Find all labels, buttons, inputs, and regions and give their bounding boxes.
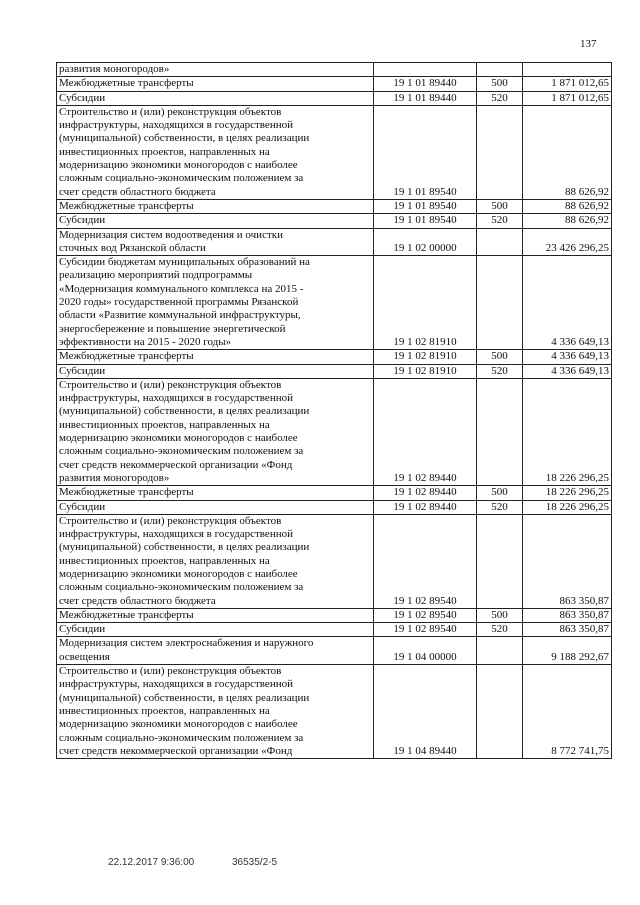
row-code-cell: 19 1 02 89440 — [374, 378, 477, 485]
row-type-cell: 520 — [477, 500, 523, 514]
row-code-cell: 19 1 04 89440 — [374, 665, 477, 759]
table-row — [57, 199, 612, 213]
row-name-cell: Субсидии — [57, 364, 374, 378]
row-name-cell: Субсидии — [57, 214, 374, 228]
row-name-cell: Модернизация систем водоотведения и очистки сточных вод Рязанской области — [57, 228, 374, 256]
row-type-cell — [477, 228, 523, 256]
row-name-cell: Межбюджетные трансферты — [57, 199, 374, 213]
table-row — [57, 63, 612, 77]
row-code-cell: 19 1 02 89540 — [374, 608, 477, 622]
table-row — [57, 228, 612, 256]
row-type-cell: 500 — [477, 608, 523, 622]
row-name-cell: развития моногородов» — [57, 63, 374, 77]
row-type-cell — [477, 63, 523, 77]
row-type-cell — [477, 637, 523, 665]
row-code-cell: 19 1 02 81910 — [374, 364, 477, 378]
row-amount-cell: 18 226 296,25 — [523, 486, 612, 500]
row-amount-cell: 9 188 292,67 — [523, 637, 612, 665]
row-amount-cell: 863 350,87 — [523, 608, 612, 622]
row-code-cell: 19 1 02 89540 — [374, 623, 477, 637]
row-type-cell — [477, 378, 523, 485]
budget-table-body — [57, 63, 612, 759]
row-code-cell: 19 1 01 89540 — [374, 214, 477, 228]
row-amount-cell: 1 871 012,65 — [523, 91, 612, 105]
row-name-cell: Субсидии — [57, 500, 374, 514]
row-code-cell: 19 1 02 81910 — [374, 256, 477, 350]
row-code-cell — [374, 63, 477, 77]
table-row — [57, 364, 612, 378]
table-row — [57, 350, 612, 364]
row-amount-cell: 1 871 012,65 — [523, 77, 612, 91]
table-row — [57, 77, 612, 91]
row-amount-cell: 88 626,92 — [523, 214, 612, 228]
row-type-cell: 520 — [477, 364, 523, 378]
page-number: 137 — [580, 38, 597, 50]
row-name-cell: Субсидии — [57, 623, 374, 637]
row-type-cell: 500 — [477, 486, 523, 500]
row-code-cell: 19 1 02 89440 — [374, 500, 477, 514]
table-row — [57, 608, 612, 622]
table-row — [57, 623, 612, 637]
table-row — [57, 500, 612, 514]
row-code-cell: 19 1 04 00000 — [374, 637, 477, 665]
row-name-cell: Межбюджетные трансферты — [57, 608, 374, 622]
row-amount-cell: 863 350,87 — [523, 623, 612, 637]
table-row — [57, 256, 612, 350]
row-amount-cell: 4 336 649,13 — [523, 364, 612, 378]
table-row — [57, 214, 612, 228]
footer-doc-code: 36535/2-5 — [232, 857, 278, 868]
row-amount-cell: 88 626,92 — [523, 105, 612, 199]
row-name-cell: Межбюджетные трансферты — [57, 486, 374, 500]
row-type-cell: 500 — [477, 77, 523, 91]
table-row — [57, 378, 612, 485]
row-code-cell: 19 1 01 89540 — [374, 199, 477, 213]
table-row — [57, 514, 612, 608]
row-amount-cell: 4 336 649,13 — [523, 350, 612, 364]
row-code-cell: 19 1 01 89540 — [374, 105, 477, 199]
row-type-cell: 500 — [477, 199, 523, 213]
row-code-cell: 19 1 01 89440 — [374, 77, 477, 91]
row-amount-cell: 88 626,92 — [523, 199, 612, 213]
row-amount-cell — [523, 63, 612, 77]
row-name-cell: Строительство и (или) реконструкция объектов инфраструктуры, находящихся в государственной (муниципальной) собственности, в целях реализации инвестиционных проектов, направленных на модернизацию экономики моногородов с наиболее сложным социально-экономическим положением за счет средств областного бюджета — [57, 514, 374, 608]
row-name-cell: Межбюджетные трансферты — [57, 350, 374, 364]
table-row — [57, 665, 612, 759]
row-amount-cell: 18 226 296,25 — [523, 500, 612, 514]
row-amount-cell: 18 226 296,25 — [523, 378, 612, 485]
row-name-cell: Строительство и (или) реконструкция объектов инфраструктуры, находящихся в государственной (муниципальной) собственности, в целях реализации инвестиционных проектов, направленных на модернизацию экономики моногородов с наиболее сложным социально-экономическим положением за счет средств областного бюджета — [57, 105, 374, 199]
row-name-cell: Модернизация систем электроснабжения и наружного освещения — [57, 637, 374, 665]
row-type-cell: 520 — [477, 214, 523, 228]
row-name-cell: Субсидии — [57, 91, 374, 105]
table-row — [57, 105, 612, 199]
footer-date: 22.12.2017 9:36:00 — [108, 857, 195, 868]
row-code-cell: 19 1 02 89540 — [374, 514, 477, 608]
row-amount-cell: 4 336 649,13 — [523, 256, 612, 350]
row-name-cell: Строительство и (или) реконструкция объектов инфраструктуры, находящихся в государственной (муниципальной) собственности, в целях реализации инвестиционных проектов, направленных на модернизацию экономики моногородов с наиболее сложным социально-экономическим положением за счет средств некоммерческой организации «Фонд развития моногородов» — [57, 378, 374, 485]
row-code-cell: 19 1 02 81910 — [374, 350, 477, 364]
row-type-cell — [477, 665, 523, 759]
row-name-cell: Субсидии бюджетам муниципальных образований на реализацию мероприятий подпрограммы «Модернизация коммунального комплекса на 2015 - 2020 годы» государственной программы Рязанской области «Развитие коммунальной инфраструктуры, энергосбережение и повышение энергетической эффективности на 2015 - 2020 годы» — [57, 256, 374, 350]
table-row — [57, 637, 612, 665]
budget-table — [56, 62, 612, 759]
row-type-cell — [477, 256, 523, 350]
table-row — [57, 91, 612, 105]
row-type-cell: 500 — [477, 350, 523, 364]
row-amount-cell: 863 350,87 — [523, 514, 612, 608]
row-type-cell — [477, 514, 523, 608]
row-amount-cell: 8 772 741,75 — [523, 665, 612, 759]
row-type-cell — [477, 105, 523, 199]
row-code-cell: 19 1 02 00000 — [374, 228, 477, 256]
row-name-cell: Строительство и (или) реконструкция объектов инфраструктуры, находящихся в государственной (муниципальной) собственности, в целях реализации инвестиционных проектов, направленных на модернизацию экономики моногородов с наиболее сложным социально-экономическим положением за счет средств некоммерческой организации «Фонд — [57, 665, 374, 759]
row-code-cell: 19 1 02 89440 — [374, 486, 477, 500]
table-row — [57, 486, 612, 500]
row-type-cell: 520 — [477, 91, 523, 105]
row-name-cell: Межбюджетные трансферты — [57, 77, 374, 91]
row-code-cell: 19 1 01 89440 — [374, 91, 477, 105]
row-type-cell: 520 — [477, 623, 523, 637]
row-amount-cell: 23 426 296,25 — [523, 228, 612, 256]
